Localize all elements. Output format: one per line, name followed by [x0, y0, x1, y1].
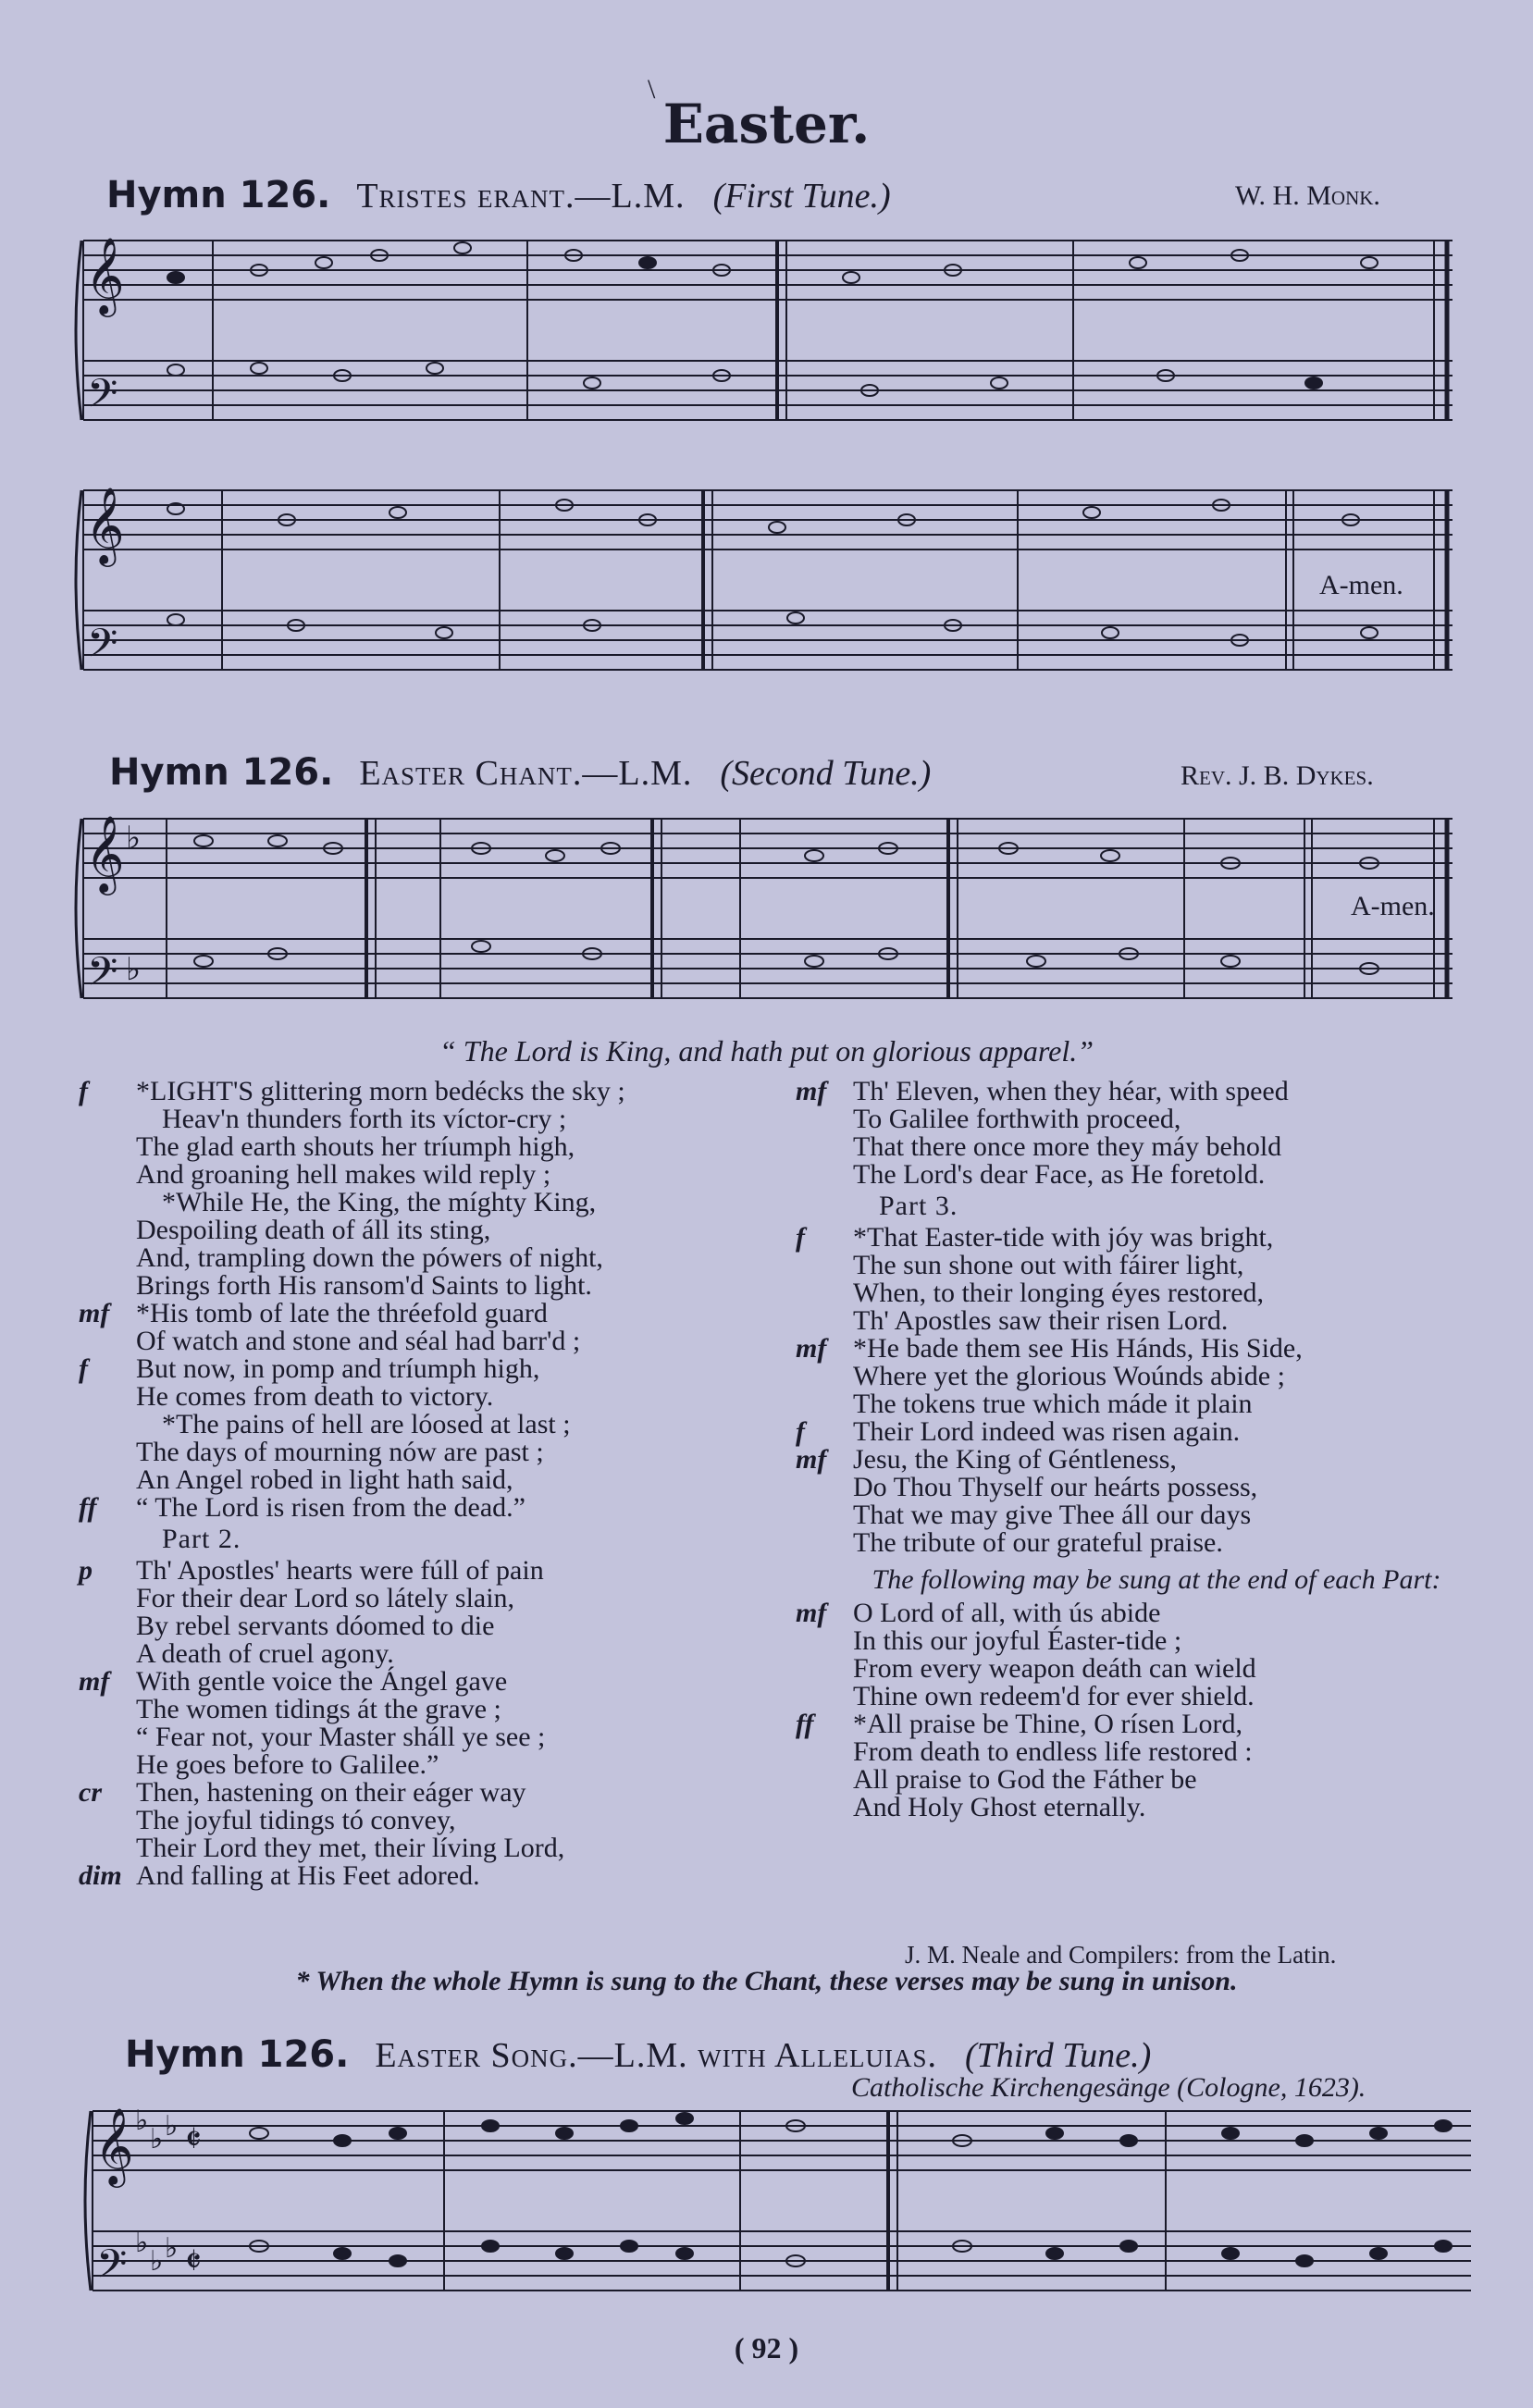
verse-text: Jesu, the King of Géntleness, [853, 1444, 1177, 1475]
verse-text: That there once more they máy behold [853, 1131, 1282, 1162]
verse-text: With gentle voice the Ángel gave [136, 1666, 508, 1697]
verse-text: And Holy Ghost eternally. [853, 1792, 1146, 1822]
music-score-tune-2 [74, 800, 1462, 1031]
verse-text: Their Lord they met, their líving Lord, [136, 1833, 565, 1863]
hymn-heading-1 [106, 174, 891, 216]
verse-line [79, 1557, 782, 1585]
tune-label: (First Tune.) [712, 177, 891, 216]
svg-text:♭: ♭ [135, 2105, 149, 2137]
verse-line [79, 1272, 782, 1300]
verse-line [796, 1766, 1499, 1794]
svg-text:𝄵: 𝄵 [185, 2241, 202, 2283]
dynamic-marking: cr [79, 1777, 102, 1808]
unison-footnote: * When the whole Hymn is sung to the Chant, these verses may be sung in unison. [295, 1966, 1238, 1996]
verse-text: The days of mourning nów are past ; [136, 1437, 544, 1467]
music-score-tune-1 [74, 222, 1462, 722]
svg-text:𝄞: 𝄞 [85, 236, 125, 314]
verse-line [79, 1411, 782, 1439]
verse-line [796, 1224, 1499, 1252]
hymn-number: Hymn 126. [125, 2033, 350, 2076]
svg-text:𝄞: 𝄞 [85, 814, 125, 892]
verse-line [79, 1105, 782, 1133]
verse-text: The tribute of our grateful praise. [853, 1527, 1223, 1558]
verse-text: “ The Lord is risen from the dead.” [136, 1492, 525, 1523]
verse-text: Of watch and stone and séal had barr'd ; [136, 1326, 581, 1356]
verse-line [796, 1738, 1499, 1766]
verse-line [796, 1529, 1499, 1557]
tune-label: (Third Tune.) [964, 2036, 1152, 2075]
epigraph: “ The Lord is King, and hath put on glorious apparel.” [439, 1034, 1094, 1068]
svg-text:𝄢: 𝄢 [87, 621, 118, 676]
dynamic-marking: mf [796, 1598, 827, 1628]
verse-line [79, 1723, 782, 1751]
dynamic-marking: f [79, 1353, 88, 1384]
verse-line [79, 1834, 782, 1862]
dynamic-marking: mf [796, 1333, 827, 1364]
verses-left-column [79, 1078, 782, 1890]
verse-text: But now, in pomp and tríumph high, [136, 1353, 540, 1384]
verse-line [79, 1466, 782, 1494]
verse-text: From every weapon deáth can wield [853, 1653, 1256, 1684]
verse-line [79, 1078, 782, 1105]
verse-line [796, 1307, 1499, 1335]
verse-text: Heav'n thunders forth its víctor-cry ; [162, 1104, 567, 1134]
verse-text: O Lord of all, with ús abide [853, 1598, 1161, 1628]
verse-line [796, 1390, 1499, 1418]
verse-line [79, 1640, 782, 1668]
verse-line [79, 1612, 782, 1640]
tune-name: Tristes erant.—L.M. [356, 177, 686, 216]
verse-line [796, 1683, 1499, 1710]
verse-line [79, 1189, 782, 1216]
verse-text: Th' Eleven, when they héar, with speed [853, 1076, 1289, 1106]
verse-text: Do Thou Thyself our heárts possess, [853, 1472, 1258, 1502]
verse-line [796, 1078, 1499, 1105]
verse-text: And falling at His Feet adored. [136, 1860, 480, 1891]
verse-text: He goes before to Galilee.” [136, 1749, 439, 1780]
verse-text: All praise to God the Fáther be [853, 1764, 1197, 1795]
svg-text:♭: ♭ [135, 2227, 149, 2259]
tune-name: Easter Chant.—L.M. [359, 754, 693, 793]
verse-text: When, to their longing éyes restored, [853, 1278, 1265, 1308]
verse-line [796, 1794, 1499, 1821]
dynamic-marking: mf [796, 1444, 827, 1475]
verse-line [79, 1585, 782, 1612]
verse-text: An Angel robed in light hath said, [136, 1464, 513, 1495]
verse-line [796, 1363, 1499, 1390]
svg-text:𝄞: 𝄞 [94, 2106, 134, 2184]
verse-line [79, 1355, 782, 1383]
page-number: ( 92 ) [734, 2331, 799, 2365]
hymn-heading-2 [109, 751, 931, 794]
verse-line [79, 1668, 782, 1696]
verse-text: The sun shone out with fáirer light, [853, 1250, 1244, 1280]
verse-text: The Lord's dear Face, as He foretold. [853, 1159, 1266, 1190]
verse-line [796, 1474, 1499, 1501]
verse-text: By rebel servants dóomed to die [136, 1611, 495, 1641]
svg-text:♭: ♭ [165, 2110, 179, 2143]
svg-text:𝄞: 𝄞 [85, 486, 125, 563]
composer-1: W. H. Monk. [1235, 180, 1380, 211]
dynamic-marking: ff [79, 1492, 97, 1523]
verse-line [79, 1439, 782, 1466]
verse-line [79, 1133, 782, 1161]
verse-line [796, 1418, 1499, 1446]
music-score-tune-3 [74, 2093, 1480, 2324]
composer-2: Rev. J. B. Dykes. [1181, 760, 1374, 791]
dynamic-marking: f [796, 1222, 805, 1253]
verse-line [79, 1862, 782, 1890]
svg-text:𝄢: 𝄢 [87, 949, 118, 1005]
part-heading: Part 2. [162, 1524, 241, 1554]
verse-text: For their dear Lord so látely slain, [136, 1583, 515, 1613]
verses-right-column [796, 1078, 1499, 1821]
verse-line [79, 1494, 782, 1522]
verse-text: In this our joyful Éaster-tide ; [853, 1625, 1182, 1656]
verse-line [79, 1300, 782, 1327]
verse-text: Th' Apostles' hearts were fúll of pain [136, 1555, 544, 1586]
verse-text: The glad earth shouts her tríumph high, [136, 1131, 575, 1162]
hymn-heading-3 [125, 2033, 1151, 2076]
dynamic-marking: ff [796, 1709, 814, 1739]
verse-text: The joyful tidings tó convey, [136, 1805, 456, 1835]
text-attribution: J. M. Neale and Compilers: from the Latin. [905, 1941, 1337, 1969]
dynamic-marking: mf [79, 1298, 110, 1328]
hymn-number: Hymn 126. [109, 751, 334, 794]
verse-text: *LIGHT'S glittering morn bedécks the sky ; [136, 1076, 625, 1106]
svg-text:♭: ♭ [126, 820, 142, 857]
verse-text: *All praise be Thine, O rísen Lord, [853, 1709, 1243, 1739]
instruction-note: The following may be sung at the end of each Part: [872, 1564, 1441, 1595]
amen-2: A-men. [1351, 891, 1435, 921]
verse-text: Their Lord indeed was risen again. [853, 1416, 1241, 1447]
verse-line [796, 1335, 1499, 1363]
dynamic-marking: f [796, 1416, 805, 1447]
hymn-number: Hymn 126. [106, 174, 331, 216]
verse-line [796, 1161, 1499, 1189]
verse-line [79, 1327, 782, 1355]
verse-line [79, 1807, 782, 1834]
verse-line [796, 1501, 1499, 1529]
dynamic-marking: mf [796, 1076, 827, 1106]
svg-text:𝄢: 𝄢 [87, 371, 118, 426]
verse-line [796, 1133, 1499, 1161]
verse-text: “ Fear not, your Master sháll ye see ; [136, 1722, 546, 1752]
svg-text:♭: ♭ [150, 2245, 164, 2278]
verse-text: Then, hastening on their eáger way [136, 1777, 526, 1808]
verse-text: He comes from death to victory. [136, 1381, 494, 1412]
verse-line [79, 1696, 782, 1723]
verse-text: The tokens true which máde it plain [853, 1389, 1253, 1419]
verse-line [79, 1161, 782, 1189]
svg-text:♭: ♭ [150, 2123, 164, 2155]
svg-text:𝄢: 𝄢 [96, 2241, 128, 2297]
amen-1: A-men. [1319, 570, 1403, 600]
verse-text: Thine own redeem'd for ever shield. [853, 1681, 1255, 1711]
dynamic-marking: mf [79, 1666, 110, 1697]
svg-text:♭: ♭ [165, 2232, 179, 2265]
verse-text: *The pains of hell are lóosed at last ; [162, 1409, 571, 1439]
dynamic-marking: f [79, 1076, 88, 1106]
verse-line [796, 1655, 1499, 1683]
verse-line [79, 1751, 782, 1779]
verse-line [796, 1252, 1499, 1279]
verse-text: The women tidings át the grave ; [136, 1694, 501, 1724]
verse-text: That we may give Thee áll our days [853, 1500, 1252, 1530]
svg-text:𝄵: 𝄵 [185, 2118, 202, 2161]
verse-text: *He bade them see His Hánds, His Side, [853, 1333, 1303, 1364]
verse-text: And, trampling down the pówers of night, [136, 1242, 603, 1273]
verse-line [796, 1710, 1499, 1738]
verse-text: To Galilee forthwith proceed, [853, 1104, 1181, 1134]
verse-text: From death to endless life restored : [853, 1736, 1253, 1767]
tune-label: (Second Tune.) [720, 754, 932, 793]
stray-mark: \ [648, 74, 656, 105]
verse-line [79, 1779, 782, 1807]
dynamic-marking: dim [79, 1860, 122, 1891]
verse-line [796, 1105, 1499, 1133]
verse-line [796, 1599, 1499, 1627]
verse-line [79, 1383, 782, 1411]
season-title: Easter. [662, 93, 871, 155]
composer-3: Catholische Kirchengesänge (Cologne, 1623). [851, 2072, 1366, 2103]
dynamic-marking: p [79, 1555, 93, 1586]
verse-line [796, 1627, 1499, 1655]
verse-text: Brings forth His ransom'd Saints to light. [136, 1270, 592, 1301]
verse-text: And groaning hell makes wild reply ; [136, 1159, 551, 1190]
verse-text: Despoiling death of áll its sting, [136, 1215, 491, 1245]
verse-text: Where yet the glorious Woúnds abide ; [853, 1361, 1285, 1391]
tune-name: Easter Song.—L.M. with Alleluias. [375, 2036, 937, 2075]
verse-text: *While He, the King, the míghty King, [162, 1187, 597, 1217]
verse-line [796, 1446, 1499, 1474]
verse-text: A death of cruel agony. [136, 1638, 394, 1669]
verse-text: *That Easter-tide with jóy was bright, [853, 1222, 1274, 1253]
verse-line [79, 1216, 782, 1244]
verse-text: Th' Apostles saw their risen Lord. [853, 1305, 1229, 1336]
verse-line [79, 1244, 782, 1272]
verse-text: *His tomb of late the thréefold guard [136, 1298, 548, 1328]
verse-line [796, 1279, 1499, 1307]
svg-text:♭: ♭ [126, 951, 142, 988]
part-heading: Part 3. [879, 1191, 958, 1221]
